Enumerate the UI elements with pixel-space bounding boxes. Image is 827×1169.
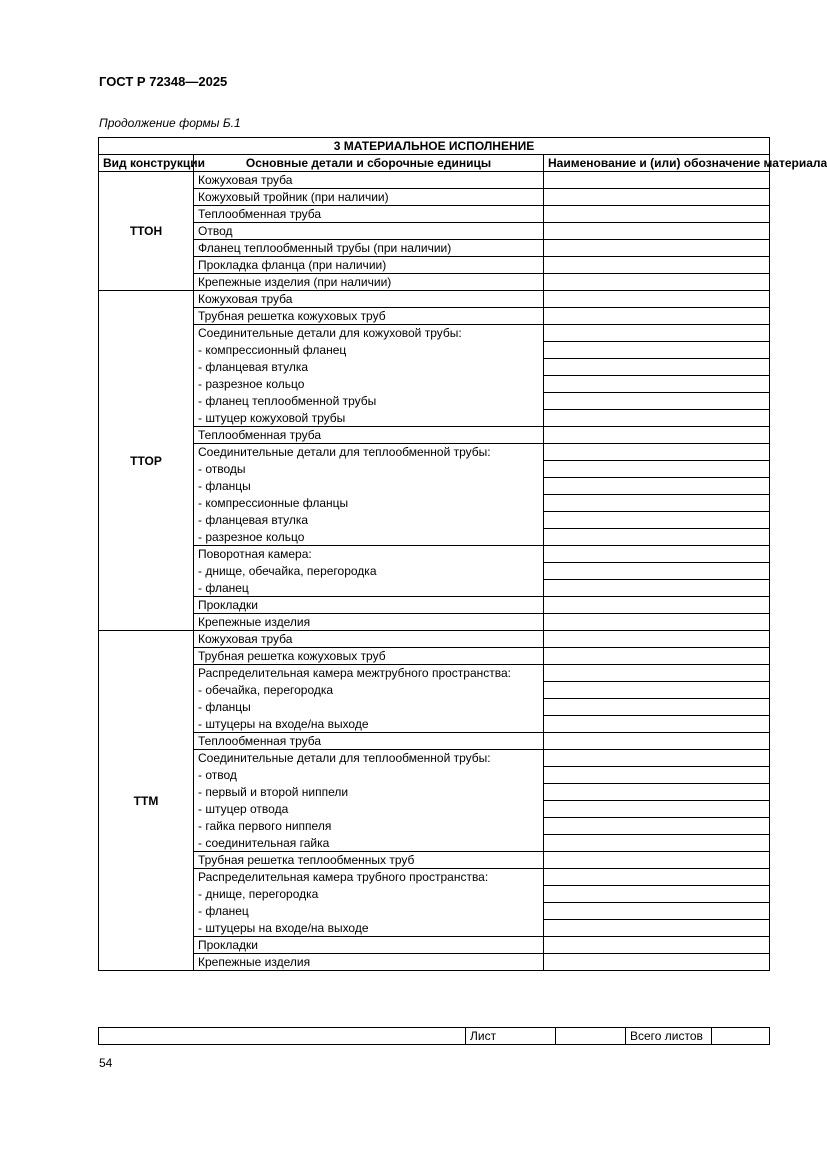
table-row	[99, 563, 770, 580]
part-name: Фланец теплообменный трубы (при наличии)	[194, 240, 544, 257]
material-table	[98, 137, 827, 971]
material-cell[interactable]	[544, 631, 770, 648]
sheet-label: Лист	[466, 1028, 556, 1045]
table-row	[99, 308, 770, 325]
material-cell[interactable]	[544, 172, 770, 189]
table-row	[99, 750, 770, 767]
material-cell[interactable]	[544, 784, 770, 801]
continuation-note: Продолжение формы Б.1	[99, 116, 241, 130]
material-cell[interactable]	[544, 444, 770, 461]
material-cell[interactable]	[544, 393, 770, 410]
table-row	[99, 512, 770, 529]
material-cell[interactable]	[544, 801, 770, 818]
material-cell[interactable]	[544, 512, 770, 529]
table-row	[99, 478, 770, 495]
material-cell[interactable]	[544, 665, 770, 682]
part-name: - компрессионные фланцы	[194, 495, 544, 512]
part-name: - фланцевая втулка	[194, 359, 544, 376]
material-cell[interactable]	[544, 563, 770, 580]
material-cell[interactable]	[544, 206, 770, 223]
part-name: Поворотная камера:	[194, 546, 544, 563]
sheet-value[interactable]	[556, 1028, 626, 1045]
material-cell[interactable]	[544, 767, 770, 784]
col-header-type: Вид конструкции	[99, 155, 194, 172]
material-cell[interactable]	[544, 495, 770, 512]
table-row	[99, 240, 770, 257]
part-name: Отвод	[194, 223, 544, 240]
part-name: Кожуховая труба	[194, 172, 544, 189]
table-row	[99, 291, 770, 308]
table-row	[99, 648, 770, 665]
col-header-material: Наименование и (или) обозначение материала	[544, 155, 770, 172]
material-cell[interactable]	[544, 835, 770, 852]
material-cell[interactable]	[544, 376, 770, 393]
table-row	[99, 376, 770, 393]
part-name: - днище, перегородка	[194, 886, 544, 903]
part-name: Трубная решетка кожуховых труб	[194, 648, 544, 665]
material-cell[interactable]	[544, 359, 770, 376]
part-name: Теплообменная труба	[194, 206, 544, 223]
table-row	[99, 189, 770, 206]
material-cell[interactable]	[544, 648, 770, 665]
page-number: 54	[99, 1056, 113, 1070]
material-cell[interactable]	[544, 818, 770, 835]
table-row	[99, 801, 770, 818]
table-row	[99, 359, 770, 376]
material-cell[interactable]	[544, 529, 770, 546]
table-row	[99, 784, 770, 801]
table-row	[99, 869, 770, 886]
table-row	[99, 206, 770, 223]
part-name: - компрессионный фланец	[194, 342, 544, 359]
table-row	[99, 172, 770, 189]
part-name: - гайка первого ниппеля	[194, 818, 544, 835]
part-name: - штуцер кожуховой трубы	[194, 410, 544, 427]
part-name: Трубная решетка теплообменных труб	[194, 852, 544, 869]
material-cell[interactable]	[544, 478, 770, 495]
material-cell[interactable]	[544, 716, 770, 733]
material-cell[interactable]	[544, 274, 770, 291]
section-title: 3 МАТЕРИАЛЬНОЕ ИСПОЛНЕНИЕ	[99, 138, 770, 155]
table-row	[99, 835, 770, 852]
table-row	[99, 631, 770, 648]
col-header-parts: Основные детали и сборочные единицы	[194, 155, 544, 172]
table-row	[99, 818, 770, 835]
material-cell[interactable]	[544, 223, 770, 240]
material-cell[interactable]	[544, 325, 770, 342]
material-cell[interactable]	[544, 546, 770, 563]
table-row	[99, 937, 770, 954]
construction-type: ТТОР	[99, 291, 194, 631]
part-name: - штуцеры на входе/на выходе	[194, 920, 544, 937]
total-sheets-label: Всего листов	[626, 1028, 712, 1045]
material-cell[interactable]	[544, 240, 770, 257]
table-row	[99, 580, 770, 597]
part-name: - соединительная гайка	[194, 835, 544, 852]
part-name: - днище, обечайка, перегородка	[194, 563, 544, 580]
part-name: Трубная решетка кожуховых труб	[194, 308, 544, 325]
table-row	[99, 954, 770, 971]
material-cell[interactable]	[544, 682, 770, 699]
table-row	[99, 767, 770, 784]
table-row	[99, 733, 770, 750]
material-cell[interactable]	[544, 937, 770, 954]
part-name: Соединительные детали для теплообменной трубы:	[194, 444, 544, 461]
part-name: Соединительные детали для кожуховой трубы:	[194, 325, 544, 342]
table-row	[99, 495, 770, 512]
table-row	[99, 597, 770, 614]
table-row	[99, 393, 770, 410]
material-cell[interactable]	[544, 852, 770, 869]
part-name: - разрезное кольцо	[194, 376, 544, 393]
table-row	[99, 920, 770, 937]
part-name: Кожуховый тройник (при наличии)	[194, 189, 544, 206]
material-cell[interactable]	[544, 410, 770, 427]
part-name: - отвод	[194, 767, 544, 784]
construction-type: ТТМ	[99, 631, 194, 971]
part-name: - фланец	[194, 580, 544, 597]
table-row	[99, 716, 770, 733]
part-name: Кожуховая труба	[194, 291, 544, 308]
part-name: Соединительные детали для теплообменной трубы:	[194, 750, 544, 767]
material-cell[interactable]	[544, 954, 770, 971]
part-name: Прокладки	[194, 937, 544, 954]
table-row	[99, 614, 770, 631]
material-cell[interactable]	[544, 291, 770, 308]
material-cell[interactable]	[544, 733, 770, 750]
material-cell[interactable]	[544, 427, 770, 444]
part-name: - фланец	[194, 903, 544, 920]
material-cell[interactable]	[544, 699, 770, 716]
table-row	[99, 274, 770, 291]
table-row	[99, 325, 770, 342]
part-name: Крепежные изделия	[194, 614, 544, 631]
part-name: - фланцы	[194, 478, 544, 495]
footer-blank	[99, 1028, 466, 1045]
material-cell[interactable]	[544, 257, 770, 274]
part-name: Крепежные изделия (при наличии)	[194, 274, 544, 291]
table-row	[99, 342, 770, 359]
table-row	[99, 886, 770, 903]
part-name: - первый и второй ниппели	[194, 784, 544, 801]
footer-table	[98, 1027, 770, 1045]
part-name: Теплообменная труба	[194, 427, 544, 444]
table-row	[99, 546, 770, 563]
table-row	[99, 410, 770, 427]
part-name: Распределительная камера трубного пространства:	[194, 869, 544, 886]
part-name: - штуцер отвода	[194, 801, 544, 818]
material-cell[interactable]	[544, 869, 770, 886]
table-row	[99, 665, 770, 682]
material-cell[interactable]	[544, 920, 770, 937]
table-body	[99, 172, 770, 971]
material-cell[interactable]	[544, 189, 770, 206]
part-name: Крепежные изделия	[194, 954, 544, 971]
part-name: - фланцевая втулка	[194, 512, 544, 529]
table-row	[99, 427, 770, 444]
table-row	[99, 257, 770, 274]
part-name: - разрезное кольцо	[194, 529, 544, 546]
material-cell[interactable]	[544, 750, 770, 767]
material-cell[interactable]	[544, 461, 770, 478]
part-name: - фланцы	[194, 699, 544, 716]
part-name: - штуцеры на входе/на выходе	[194, 716, 544, 733]
material-cell[interactable]	[544, 903, 770, 920]
material-cell[interactable]	[544, 614, 770, 631]
table-row	[99, 461, 770, 478]
part-name: Распределительная камера межтрубного пространства:	[194, 665, 544, 682]
document-header: ГОСТ Р 72348—2025	[99, 74, 228, 89]
table-row	[99, 529, 770, 546]
table-row	[99, 852, 770, 869]
material-cell[interactable]	[544, 342, 770, 359]
material-cell[interactable]	[544, 597, 770, 614]
construction-type: ТТОН	[99, 172, 194, 291]
part-name: - отводы	[194, 461, 544, 478]
table-row	[99, 903, 770, 920]
table-row	[99, 699, 770, 716]
material-cell[interactable]	[544, 886, 770, 903]
part-name: Кожуховая труба	[194, 631, 544, 648]
material-cell[interactable]	[544, 580, 770, 597]
part-name: Прокладка фланца (при наличии)	[194, 257, 544, 274]
material-cell[interactable]	[544, 308, 770, 325]
part-name: Теплообменная труба	[194, 733, 544, 750]
table-row	[99, 444, 770, 461]
part-name: - фланец теплообменной трубы	[194, 393, 544, 410]
table-row	[99, 223, 770, 240]
part-name: Прокладки	[194, 597, 544, 614]
table-row	[99, 682, 770, 699]
total-sheets-value[interactable]	[712, 1028, 770, 1045]
part-name: - обечайка, перегородка	[194, 682, 544, 699]
